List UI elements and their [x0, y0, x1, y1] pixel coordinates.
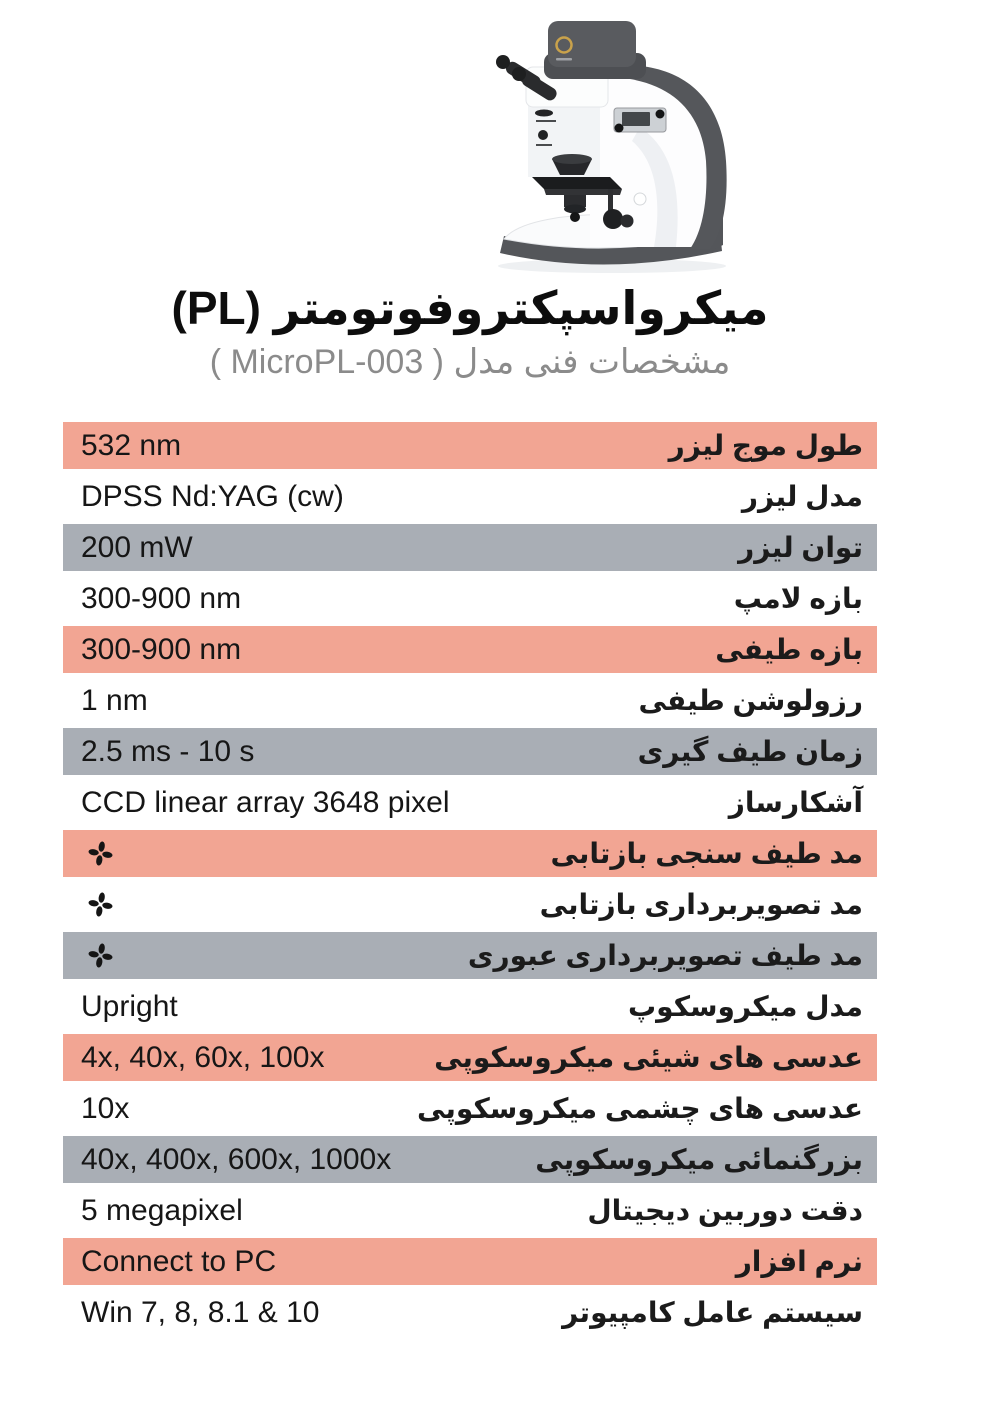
spec-label: مدل لیزر: [741, 481, 863, 512]
table-row: [63, 422, 877, 469]
table-row: [63, 830, 877, 877]
spec-value: 200 mW: [81, 530, 193, 564]
table-row: [63, 1085, 877, 1132]
table-row: [63, 1187, 877, 1234]
table-row: [63, 1238, 877, 1285]
microscope-image: [440, 8, 770, 280]
table-row: [63, 1136, 877, 1183]
spec-value: 2.5 ms - 10 s: [81, 734, 255, 768]
four-petal-asterisk-icon: [87, 942, 114, 969]
spec-label: بازه لامپ: [733, 583, 863, 614]
check-icon: [81, 942, 114, 969]
table-row: [63, 677, 877, 724]
spec-label: سیستم عامل کامپیوتر: [562, 1297, 863, 1328]
spec-value: 4x, 40x, 60x, 100x: [81, 1040, 325, 1074]
column-knob-lower: [538, 130, 548, 140]
spec-value: 5 megapixel: [81, 1193, 243, 1227]
table-row: [63, 881, 877, 928]
table-row: [63, 626, 877, 673]
spec-table: [63, 422, 877, 1340]
spec-value: DPSS Nd:YAG (cw): [81, 479, 344, 513]
table-row: [63, 524, 877, 571]
stage: [532, 177, 622, 189]
spec-label: مد تصویربرداری بازتابی: [539, 889, 863, 920]
spec-label: بزرگنمائی میکروسکوپی: [535, 1144, 863, 1175]
spec-label: توان لیزر: [738, 532, 863, 563]
coarse-focus-knob: [603, 209, 623, 229]
table-row: [63, 473, 877, 520]
logo-text-line: [556, 58, 572, 61]
spec-value: Upright: [81, 989, 178, 1023]
eyepiece-cap-2: [512, 67, 526, 81]
spec-value: CCD linear array 3648 pixel: [81, 785, 450, 819]
spec-value: [63, 891, 114, 918]
spec-label: دقت دوربین دیجیتال: [587, 1195, 863, 1226]
spec-label: نرم افزار: [735, 1246, 863, 1277]
table-row: [63, 575, 877, 622]
spec-value: [63, 840, 114, 867]
spec-label: بازه طیفی: [715, 634, 863, 665]
eyepiece-cap-1: [496, 55, 510, 69]
table-row: [63, 1034, 877, 1081]
table-row: [63, 779, 877, 826]
four-petal-asterisk-icon: [87, 891, 114, 918]
spec-label: عدسی های شیئی میکروسکوپی: [434, 1042, 863, 1073]
spec-value: 10x: [81, 1091, 130, 1125]
table-row: [63, 932, 877, 979]
spec-value: Win 7, 8, 8.1 & 10: [81, 1295, 320, 1329]
spec-label: رزولوشن طیفی: [638, 685, 863, 716]
fine-focus-knob: [621, 215, 634, 228]
spec-label: زمان طیف گیری: [637, 736, 863, 767]
check-icon: [81, 891, 114, 918]
spec-label: مد طیف تصویربرداری عبوری: [467, 940, 863, 971]
spec-label: مد طیف سنجی بازتابی: [550, 838, 863, 869]
table-row: [63, 983, 877, 1030]
column-knob-upper: [535, 110, 553, 117]
four-petal-asterisk-icon: [87, 840, 114, 867]
spec-value: Connect to PC: [81, 1244, 277, 1278]
spec-value: 300-900 nm: [81, 581, 242, 615]
display-screen: [622, 112, 650, 126]
spec-label: طول موج لیزر: [668, 430, 863, 461]
table-row: [63, 1289, 877, 1336]
spec-label: عدسی های چشمی میکروسکوپی: [417, 1093, 863, 1124]
table-row: [63, 728, 877, 775]
spec-value: 40x, 400x, 600x, 1000x: [81, 1142, 392, 1176]
body-screw: [634, 193, 646, 205]
spec-value: 532 nm: [81, 428, 182, 462]
display-knob-right: [656, 110, 665, 119]
display-knob-left: [615, 124, 624, 133]
spec-label: آشکارساز: [728, 787, 863, 818]
spec-value: 300-900 nm: [81, 632, 242, 666]
page-subtitle: مشخصات فنی مدل ( MicroPL-003 ): [209, 343, 731, 381]
check-icon: [81, 840, 114, 867]
spec-value: [63, 942, 114, 969]
spec-label: مدل میکروسکوپ: [628, 991, 863, 1022]
page-title: میکرواسپکتروفوتومتر (PL): [171, 282, 769, 334]
spec-value: 1 nm: [81, 683, 148, 717]
